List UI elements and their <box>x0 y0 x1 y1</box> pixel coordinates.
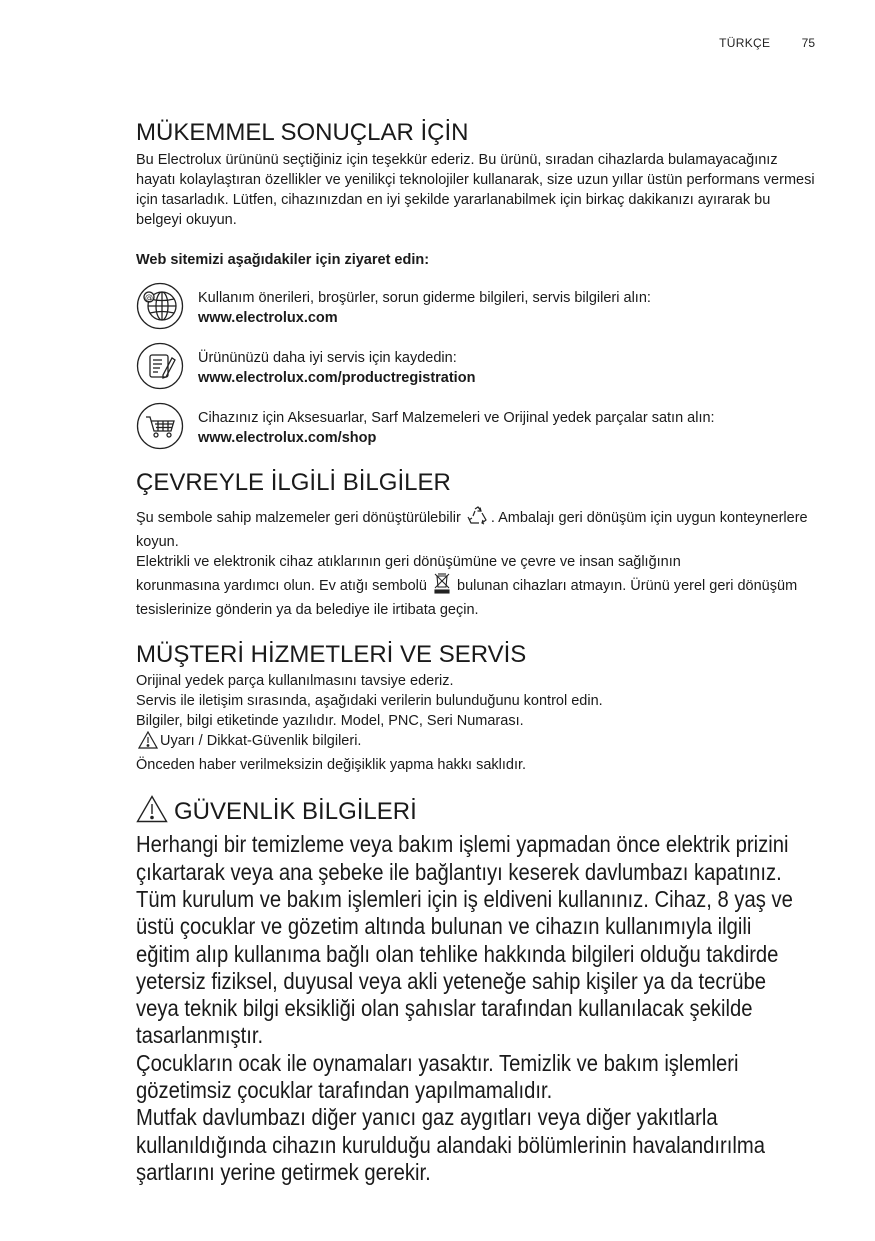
link-url[interactable]: www.electrolux.com/shop <box>198 430 377 447</box>
crossed-bin-icon <box>433 572 451 600</box>
environment-paragraph-2: Elektrikli ve elektronik cihaz atıklarının geri dönüşümüne ve çevre ve insan sağlığının korunmasına yardımcı olun. Ev atığı sembolü bulunan cihazları atmayın. Ürünü yerel geri dönüşüm tesislerinize gönderin ya da belediye ile irtibata geçin. <box>136 554 798 619</box>
link-description: Cihazınız için Aksesuarlar, Sarf Malzemeleri ve Orijinal yedek parçalar satın alın: <box>198 410 715 427</box>
intro-title: MÜKEMMEL SONUÇLAR İÇİN <box>136 119 469 146</box>
language-label: TÜRKÇE <box>719 36 771 50</box>
service-line: Servis ile iletişim sırasında, aşağıdaki verilerin bulunduğunu kontrol edin. <box>136 693 603 710</box>
service-title: MÜŞTERİ HİZMETLERİ VE SERVİS <box>136 641 527 668</box>
recycle-icon <box>467 506 489 532</box>
warning-icon <box>138 731 158 755</box>
warning-icon <box>136 795 174 829</box>
link-row-shop <box>136 402 816 450</box>
warning-line: Uyarı / Dikkat-Güvenlik bilgileri. <box>136 731 816 755</box>
link-url[interactable]: www.electrolux.com/productregistration <box>198 370 476 387</box>
svg-text:@: @ <box>145 293 153 303</box>
safety-paragraph: Mutfak davlumbazı diğer yanıcı gaz aygıtları veya diğer yakıtlarla kullanıldığında cihazın kurulduğu alandaki bölümlerinin havalandırılma şartlarını yerine getirmek gerekir. <box>136 1104 765 1185</box>
shopping-cart-icon <box>136 402 184 450</box>
environment-section <box>136 470 816 620</box>
intro-section <box>136 120 816 462</box>
service-section <box>136 642 816 775</box>
web-heading: Web sitemizi aşağıdakiler için ziyaret edin: <box>136 252 430 269</box>
safety-paragraph: Çocukların ocak ile oynamaları yasaktır. Temizlik ve bakım işlemleri gözetimsiz çocuklar tarafından yapılmamalıdır. <box>136 1049 739 1104</box>
environment-paragraph-1: Şu sembole sahip malzemeler geri dönüştürülebilir . Ambalajı geri dönüşüm için uygun konteynerlere koyun. <box>136 506 816 552</box>
service-last-line: Önceden haber verilmeksizin değişiklik yapma hakkı saklıdır. <box>136 757 527 774</box>
safety-section <box>136 795 816 1186</box>
safety-paragraph: Herhangi bir temizleme veya bakım işlemi yapmadan önce elektrik prizini çıkartarak veya ana şebeke ile bağlantıyı keserek davlumbazı kapatınız. Tüm kurulum ve bakım işlemleri için iş eldiveni kullanınız. Cihaz, 8 yaş ve üstü çocuklar ve gözetim altında bulunan ve cihazın kullanımıyla ilgili eğitim alıp kullanıma bağlı olan tehlike hakkında bilgileri olduğu takdirde yetersiz fiziksel, duyusal veya akli yeteneğe sahip kişiler ya da tecrübe veya teknik bilgi eksikliği olan şahıslar tarafından kullanılacak şekilde tasarlanmıştır. <box>136 831 793 1049</box>
page-number: 75 <box>801 36 815 50</box>
intro-paragraph: Bu Electrolux ürününü seçtiğiniz için teşekkür ederiz. Bu ürünü, sıradan cihazlarda bulamayacağınız hayatı kolaylaştıran özellikler ve yenilikçi teknolojiler kullanarak, size uzun yıllar üstün performans vermesi için tasarladık. Lütfen, cihazınızdan en iyi şekilde yararlanabilmek için birkaç dakikanızı ayırarak bu belgeyi okuyun. <box>136 152 815 229</box>
link-row-registration <box>136 342 816 390</box>
link-url[interactable]: www.electrolux.com <box>198 310 338 327</box>
link-description: Kullanım önerileri, broşürler, sorun giderme bilgileri, servis bilgileri alın: <box>198 290 651 307</box>
page-header <box>719 36 815 50</box>
globe-icon <box>136 282 184 330</box>
link-description: Ürününüzü daha iyi servis için kaydedin: <box>198 350 457 367</box>
registration-icon <box>136 342 184 390</box>
link-row-usage <box>136 282 816 330</box>
environment-title: ÇEVREYLE İLGİLİ BİLGİLER <box>136 469 451 496</box>
safety-title: GÜVENLİK BİLGİLERİ <box>136 795 816 829</box>
service-line: Orijinal yedek parça kullanılmasını tavsiye ederiz. <box>136 673 454 690</box>
service-line: Bilgiler, bilgi etiketinde yazılıdır. Model, PNC, Seri Numarası. <box>136 713 524 730</box>
